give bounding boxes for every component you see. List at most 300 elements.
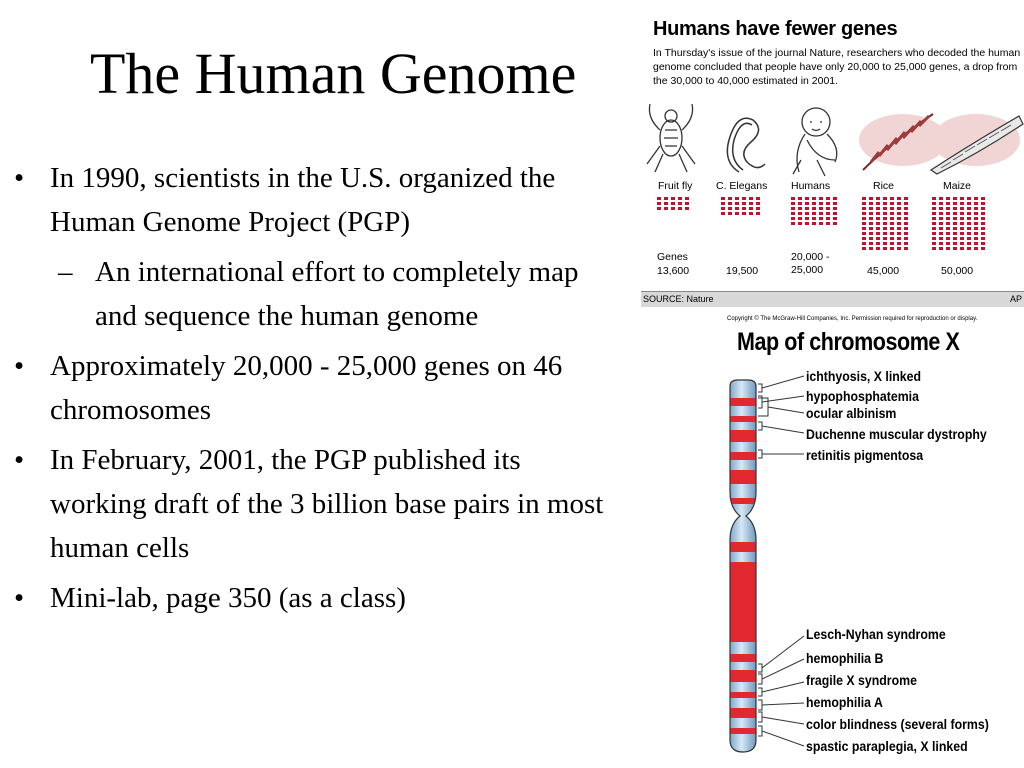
gene-dot: [791, 207, 795, 210]
gene-dot: [869, 212, 873, 215]
genes-label: Genes: [657, 251, 688, 263]
gene-dot: [812, 217, 816, 220]
gene-dot: [735, 207, 739, 210]
gene-dot: [974, 237, 978, 240]
gene-dot: [721, 202, 725, 205]
gene-dot: [967, 212, 971, 215]
gene-dot: [974, 232, 978, 235]
bullet-text: An international effort to completely map and sequence the human genome: [95, 256, 579, 332]
gene-dot: [897, 247, 901, 250]
gene-dot: [819, 217, 823, 220]
gene-dot: [904, 207, 908, 210]
gene-dot: [967, 227, 971, 230]
copyright-notice: Copyright © The McGraw-Hill Companies, Inc. Permission required for reproduction or display.: [727, 316, 978, 322]
gene-dot: [904, 242, 908, 245]
gene-dot: [939, 232, 943, 235]
gene-dot: [862, 242, 866, 245]
organism-illustrations: [641, 100, 1024, 180]
gene-dot: [721, 207, 725, 210]
gene-dot: [819, 202, 823, 205]
gene-dot: [897, 237, 901, 240]
gene-dot: [742, 207, 746, 210]
gene-dot: [883, 227, 887, 230]
gene-dot: [953, 237, 957, 240]
gene-dot: [981, 232, 985, 235]
gene-dot: [897, 232, 901, 235]
gene-dot: [960, 237, 964, 240]
source-bar: [641, 291, 1024, 307]
gene-dot: [826, 207, 830, 210]
disorder-label: retinitis pigmentosa: [806, 447, 924, 463]
gene-dot: [890, 212, 894, 215]
gene-dot: [876, 222, 880, 225]
gene-dot: [742, 212, 746, 215]
gene-dot: [869, 237, 873, 240]
gene-dot: [960, 217, 964, 220]
gene-dot: [826, 222, 830, 225]
gene-dot: [756, 202, 760, 205]
gene-dot: [946, 237, 950, 240]
fruit-fly-icon: [647, 104, 695, 172]
gene-dot: [876, 227, 880, 230]
disorder-label: hemophilia B: [806, 650, 884, 666]
gene-dot: [953, 232, 957, 235]
slide-title: The Human Genome: [90, 41, 577, 106]
gene-dot: [932, 217, 936, 220]
gene-dot: [897, 222, 901, 225]
gene-dot: [791, 217, 795, 220]
gene-dot: [939, 197, 943, 200]
gene-dot: [960, 242, 964, 245]
gene-dot: [805, 212, 809, 215]
gene-dot: [974, 197, 978, 200]
gene-dot: [833, 207, 837, 210]
gene-dot: [960, 232, 964, 235]
gene-dot: [981, 217, 985, 220]
gene-dot: [812, 207, 816, 210]
gene-dot: [939, 237, 943, 240]
gene-dot: [749, 197, 753, 200]
gene-dot: [967, 237, 971, 240]
gene-dot: [862, 197, 866, 200]
gene-dot: [960, 222, 964, 225]
gene-dot: [939, 242, 943, 245]
gene-dot: [876, 207, 880, 210]
gene-dot: [953, 247, 957, 250]
gene-dot: [876, 197, 880, 200]
gene-dot: [932, 232, 936, 235]
gene-dot: [657, 207, 661, 210]
gene-dot: [819, 222, 823, 225]
gene-dot: [967, 242, 971, 245]
gene-dot: [967, 207, 971, 210]
gene-dot: [897, 207, 901, 210]
gene-dot: [967, 202, 971, 205]
gene-dot: [932, 222, 936, 225]
gene-dot: [883, 197, 887, 200]
gene-dot: [904, 217, 908, 220]
gene-dot: [904, 232, 908, 235]
gene-dot: [862, 217, 866, 220]
bullet-marker: •: [14, 350, 25, 382]
gene-dot: [960, 212, 964, 215]
gene-dot: [946, 227, 950, 230]
bullet-marker: •: [14, 444, 25, 476]
gene-dot: [742, 202, 746, 205]
disorder-label: ichthyosis, X linked: [806, 368, 922, 384]
gene-dot: [932, 242, 936, 245]
gene-dot: [862, 202, 866, 205]
gene-dot: [798, 207, 802, 210]
gene-dot: [657, 202, 661, 205]
gene-dot: [742, 197, 746, 200]
gene-dot: [932, 237, 936, 240]
c-elegans-icon: [727, 118, 765, 172]
gene-dot: [798, 217, 802, 220]
gene-dot: [812, 202, 816, 205]
gene-dot: [932, 212, 936, 215]
gene-dot: [939, 222, 943, 225]
disorder-label: Lesch-Nyhan syndrome: [806, 626, 946, 642]
gene-dot: [671, 207, 675, 210]
organism-name: Fruit fly: [658, 180, 693, 192]
gene-dot: [946, 207, 950, 210]
gene-dot: [883, 212, 887, 215]
gene-count: 50,000: [941, 265, 974, 277]
gene-dot: [805, 222, 809, 225]
gene-count: 45,000: [867, 265, 900, 277]
gene-dot: [981, 237, 985, 240]
gene-dot: [728, 212, 732, 215]
gene-dot: [664, 207, 668, 210]
gene-dot: [974, 207, 978, 210]
bullet-mini-lab: [14, 576, 624, 620]
gene-dot: [728, 207, 732, 210]
gene-dot: [897, 242, 901, 245]
bullet-text: Approximately 20,000 - 25,000 genes on 46 chromosomes: [50, 350, 563, 426]
gene-dot: [890, 242, 894, 245]
infographic-headline: Humans have fewer genes: [653, 18, 898, 40]
gene-dot: [904, 227, 908, 230]
gene-dot: [904, 212, 908, 215]
gene-dot: [826, 202, 830, 205]
gene-dot: [939, 202, 943, 205]
gene-dot: [812, 222, 816, 225]
gene-dot: [932, 247, 936, 250]
gene-dot: [883, 222, 887, 225]
gene-dot: [974, 217, 978, 220]
organism-name: Humans: [791, 180, 831, 192]
gene-dot: [671, 202, 675, 205]
gene-dot: [981, 197, 985, 200]
gene-dot: [869, 202, 873, 205]
gene-dot: [749, 202, 753, 205]
gene-dot: [869, 227, 873, 230]
gene-dot: [812, 212, 816, 215]
gene-dot: [897, 202, 901, 205]
gene-dot: [932, 202, 936, 205]
human-baby-icon: [793, 108, 837, 176]
gene-count-infographic: [641, 8, 1024, 308]
gene-dot: [728, 197, 732, 200]
gene-dot: [904, 222, 908, 225]
gene-dot: [756, 212, 760, 215]
gene-dot: [876, 247, 880, 250]
gene-dot: [904, 237, 908, 240]
gene-dot: [664, 202, 668, 205]
gene-dot: [819, 197, 823, 200]
gene-dot: [946, 232, 950, 235]
gene-dot: [974, 242, 978, 245]
gene-dot: [685, 202, 689, 205]
disorder-label: color blindness (several forms): [806, 716, 989, 732]
gene-dot: [876, 242, 880, 245]
gene-dot: [869, 222, 873, 225]
gene-dot: [960, 207, 964, 210]
gene-dot: [876, 202, 880, 205]
gene-count: 19,500: [726, 265, 759, 277]
gene-dot: [833, 202, 837, 205]
gene-dot: [890, 237, 894, 240]
chromosome-body: [728, 378, 758, 754]
gene-dot: [953, 242, 957, 245]
gene-dot: [890, 232, 894, 235]
gene-dot: [883, 237, 887, 240]
gene-dot: [939, 207, 943, 210]
gene-dot: [805, 217, 809, 220]
sub-bullet-international-effort: [14, 250, 624, 338]
gene-dot: [897, 212, 901, 215]
bullet-text: Mini-lab, page 350 (as a class): [50, 582, 406, 614]
disorder-label: ocular albinism: [806, 405, 897, 421]
disorder-label: Duchenne muscular dystrophy: [806, 426, 987, 442]
gene-dot: [798, 222, 802, 225]
bullet-working-draft: [14, 438, 624, 570]
gene-dot: [890, 247, 894, 250]
chromosome-map-title: Map of chromosome X: [737, 328, 960, 356]
bullet-marker: •: [14, 582, 25, 614]
gene-dot: [883, 202, 887, 205]
gene-dot: [946, 197, 950, 200]
gene-dot: [981, 202, 985, 205]
gene-dot: [678, 202, 682, 205]
gene-dot: [657, 197, 661, 200]
gene-dot: [805, 197, 809, 200]
source-text: SOURCE: Nature: [643, 294, 714, 304]
gene-dot: [974, 222, 978, 225]
gene-dot: [939, 217, 943, 220]
gene-dot: [946, 202, 950, 205]
gene-dot: [685, 197, 689, 200]
gene-dot: [862, 227, 866, 230]
disorder-label: hemophilia A: [806, 694, 883, 710]
gene-dot: [967, 232, 971, 235]
gene-dot: [883, 232, 887, 235]
gene-dot: [869, 217, 873, 220]
gene-dot: [728, 202, 732, 205]
gene-dot: [756, 197, 760, 200]
gene-dot: [862, 237, 866, 240]
gene-dot: [735, 197, 739, 200]
gene-dot: [791, 197, 795, 200]
gene-dot: [721, 212, 725, 215]
chromosome-x-map: [700, 312, 1024, 768]
gene-dot: [664, 197, 668, 200]
gene-dot: [960, 227, 964, 230]
gene-dot: [798, 212, 802, 215]
gene-dot: [876, 232, 880, 235]
gene-dot: [953, 197, 957, 200]
gene-dot: [876, 212, 880, 215]
organism-name: C. Elegans: [716, 180, 768, 192]
gene-dot: [932, 197, 936, 200]
gene-dot: [791, 222, 795, 225]
gene-dot: [819, 212, 823, 215]
gene-dot: [960, 202, 964, 205]
gene-dot: [671, 197, 675, 200]
gene-count: 20,000 - 25,000: [791, 251, 830, 276]
gene-dot: [883, 207, 887, 210]
gene-dot: [890, 227, 894, 230]
gene-dot: [939, 247, 943, 250]
gene-dot: [833, 212, 837, 215]
gene-dot: [876, 217, 880, 220]
bullet-gene-count: [14, 344, 624, 432]
gene-dot: [749, 212, 753, 215]
gene-dot: [756, 207, 760, 210]
gene-dot: [883, 247, 887, 250]
gene-dot: [939, 212, 943, 215]
gene-count: 13,600: [657, 265, 690, 277]
gene-dot: [897, 217, 901, 220]
disorder-label: fragile X syndrome: [806, 672, 917, 688]
disorder-label: hypophosphatemia: [806, 388, 919, 404]
gene-dot: [981, 207, 985, 210]
gene-dot: [862, 212, 866, 215]
gene-dot: [721, 197, 725, 200]
gene-dot: [967, 222, 971, 225]
gene-dot: [946, 242, 950, 245]
gene-dot: [981, 227, 985, 230]
organism-name: Rice: [873, 180, 895, 192]
bullet-list: [14, 156, 624, 626]
gene-dot: [953, 202, 957, 205]
gene-dot: [904, 197, 908, 200]
gene-dot: [974, 247, 978, 250]
gene-dot: [890, 217, 894, 220]
disorder-label: spastic paraplegia, X linked: [806, 738, 968, 754]
gene-dot: [890, 197, 894, 200]
gene-dot: [967, 197, 971, 200]
gene-dot: [798, 202, 802, 205]
gene-dot: [819, 207, 823, 210]
sub-bullet-marker: –: [58, 256, 73, 288]
gene-dot: [833, 197, 837, 200]
gene-dot: [953, 207, 957, 210]
gene-dot: [946, 222, 950, 225]
gene-dot: [805, 207, 809, 210]
gene-dot: [883, 217, 887, 220]
gene-dot: [833, 222, 837, 225]
gene-dot: [869, 232, 873, 235]
gene-dot: [862, 207, 866, 210]
organism-name: Maize: [943, 180, 972, 192]
gene-dot: [862, 232, 866, 235]
gene-dot: [812, 197, 816, 200]
gene-dot: [946, 212, 950, 215]
gene-dot: [897, 227, 901, 230]
gene-dot: [974, 202, 978, 205]
gene-dot: [791, 212, 795, 215]
gene-dot: [953, 222, 957, 225]
gene-dot: [967, 247, 971, 250]
gene-dot: [826, 212, 830, 215]
gene-dot: [946, 217, 950, 220]
gene-dot: [967, 217, 971, 220]
credit-text: AP: [1009, 294, 1022, 304]
gene-dot: [974, 227, 978, 230]
gene-dot: [791, 202, 795, 205]
gene-dot: [826, 217, 830, 220]
gene-dot: [932, 227, 936, 230]
gene-dot: [883, 242, 887, 245]
gene-dot: [981, 247, 985, 250]
gene-dot: [826, 197, 830, 200]
gene-locus-brackets: [758, 376, 804, 746]
gene-dot: [953, 227, 957, 230]
gene-dot: [981, 212, 985, 215]
gene-dot: [869, 247, 873, 250]
gene-dot: [981, 242, 985, 245]
infographic-body: In Thursday's issue of the journal Nature, researchers who decoded the human genome concluded that people have only 20,000 to 25,000 genes, a drop from the 30,000 to 40,000 estimated in 2001.: [653, 47, 1021, 87]
gene-dot: [946, 247, 950, 250]
gene-dot: [960, 197, 964, 200]
gene-dot: [685, 207, 689, 210]
gene-dot: [735, 202, 739, 205]
gene-dot: [904, 202, 908, 205]
gene-dot: [869, 242, 873, 245]
gene-dot: [904, 247, 908, 250]
bullet-text: In February, 2001, the PGP published its working draft of the 3 billion base pairs in most human cells: [50, 444, 604, 564]
gene-dot: [678, 197, 682, 200]
gene-dot: [805, 202, 809, 205]
gene-dot: [869, 207, 873, 210]
gene-dot: [932, 207, 936, 210]
gene-dot: [869, 197, 873, 200]
gene-dot: [890, 202, 894, 205]
maize-cob-icon: [931, 114, 1023, 174]
gene-dot: [798, 197, 802, 200]
gene-dot: [897, 197, 901, 200]
gene-dot: [974, 212, 978, 215]
gene-dot: [890, 222, 894, 225]
gene-dot: [735, 212, 739, 215]
gene-dot: [876, 237, 880, 240]
gene-dot: [939, 227, 943, 230]
bullet-text: In 1990, scientists in the U.S. organized the Human Genome Project (PGP): [50, 162, 556, 238]
gene-dot: [678, 207, 682, 210]
gene-dot-chart: [641, 194, 1024, 264]
gene-dot: [981, 222, 985, 225]
gene-dot: [953, 212, 957, 215]
gene-dot: [749, 207, 753, 210]
gene-dot: [862, 247, 866, 250]
gene-dot: [833, 217, 837, 220]
gene-dot: [862, 222, 866, 225]
bullet-marker: •: [14, 162, 25, 194]
bullet-hgp-1990: [14, 156, 624, 244]
gene-dot: [890, 207, 894, 210]
